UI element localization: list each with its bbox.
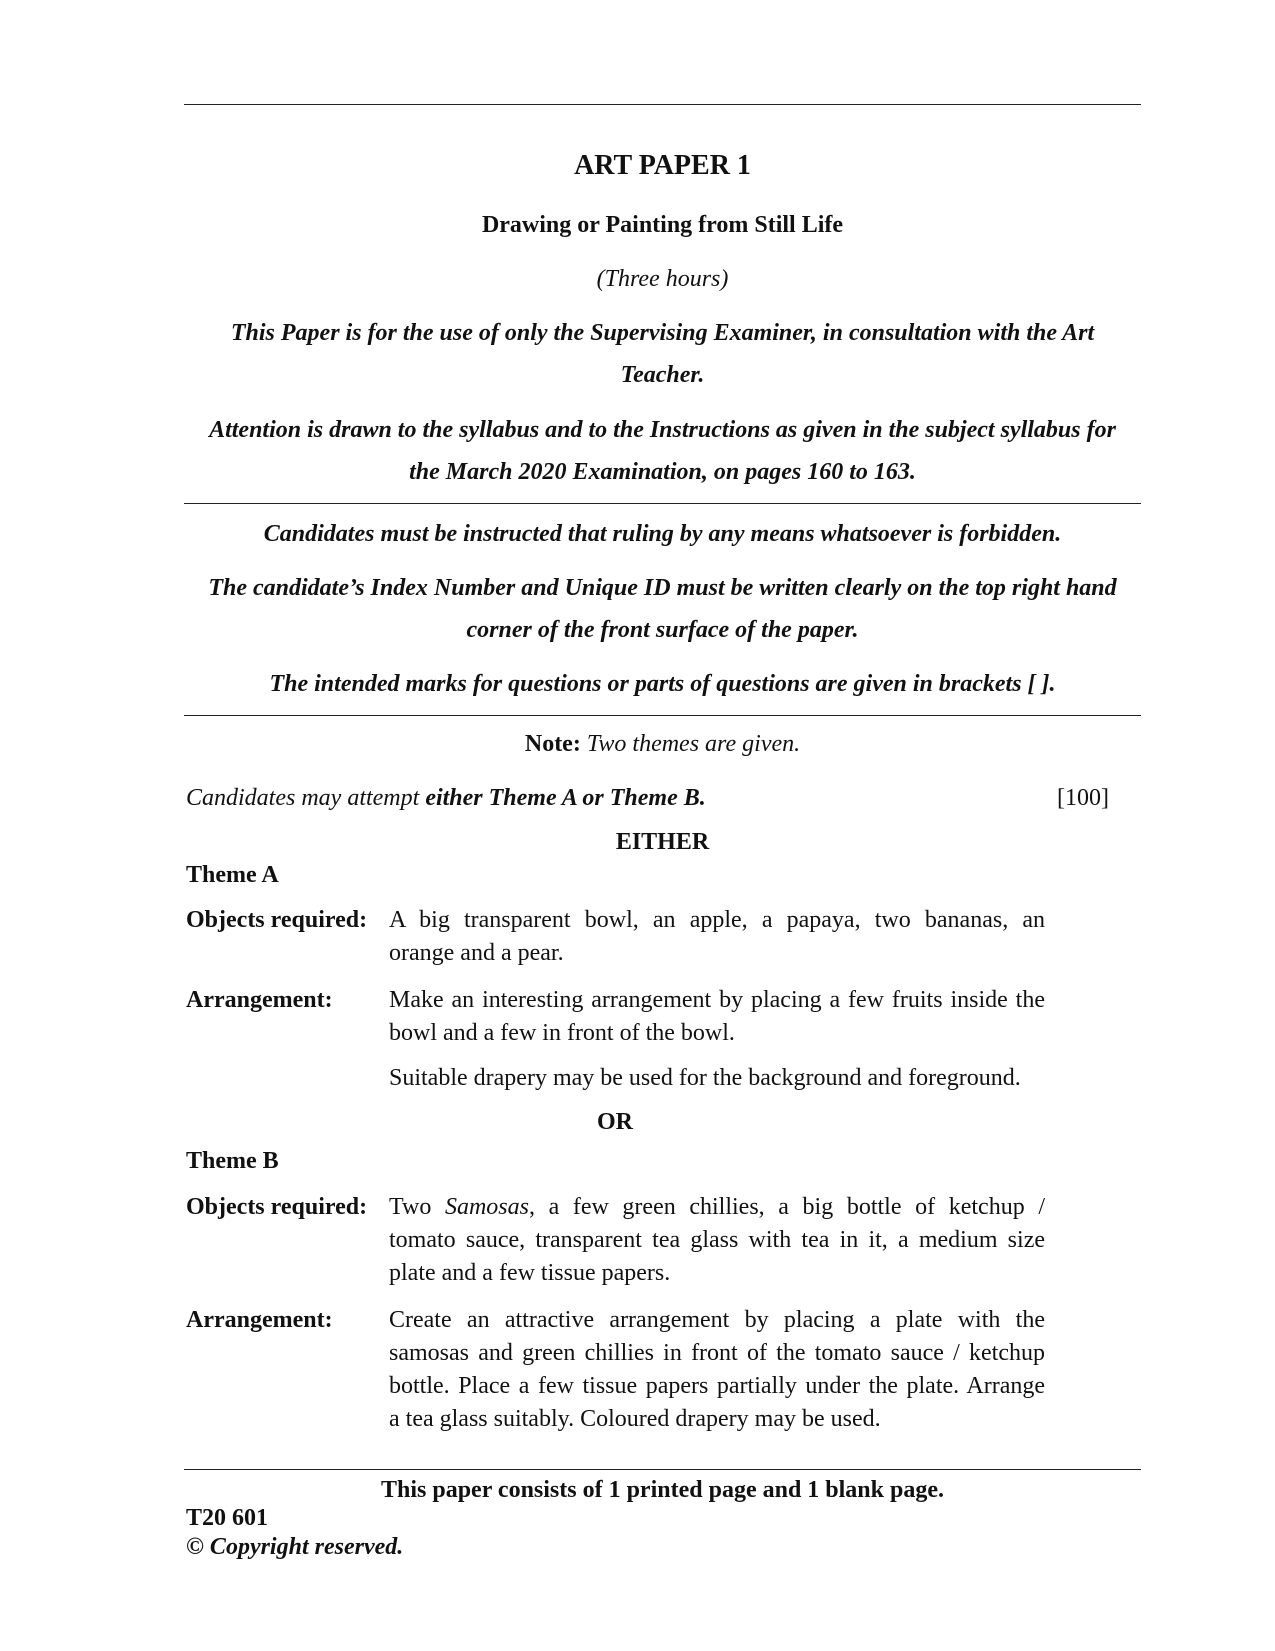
section-rule-2	[184, 715, 1141, 716]
note-text: Two themes are given.	[580, 731, 801, 757]
paper-subtitle: Drawing or Painting from Still Life	[481, 212, 844, 238]
examiner-instruction-line1: This Paper is for the use of only the Supervising Examiner, in consultation with the Art	[230, 320, 1095, 346]
paper-duration: (Three hours)	[596, 266, 729, 292]
theme-b-objects-line3: plate and a few tissue papers.	[389, 1260, 671, 1286]
theme-b-objects-rest: , a few green chillies, a big bottle of ketchup /	[528, 1194, 1045, 1220]
theme-b-arrangement-label: Arrangement:	[186, 1307, 333, 1333]
paper-title: ART PAPER 1	[574, 150, 751, 181]
theme-a-drapery: Suitable drapery may be used for the background and foreground.	[389, 1065, 1021, 1091]
theme-a-arrangement-line2: bowl and a few in front of the bowl.	[389, 1020, 735, 1046]
page-count-note: This paper consists of 1 printed page and 1 blank page.	[380, 1477, 944, 1503]
theme-b-arrangement-line4: a tea glass suitably. Coloured drapery may be used.	[389, 1406, 881, 1432]
either-label: EITHER	[615, 829, 710, 855]
theme-b-objects-label: Objects required:	[186, 1194, 368, 1220]
paper-code: T20 601	[186, 1505, 269, 1531]
theme-a-heading: Theme A	[186, 862, 279, 888]
theme-a-objects-line2: orange and a pear.	[389, 940, 564, 966]
theme-a-objects-label: Objects required:	[186, 907, 368, 933]
theme-b-heading: Theme B	[186, 1148, 279, 1174]
theme-a-arrangement-line1: Make an interesting arrangement by placing a few fruits inside the	[389, 987, 1045, 1013]
index-number-rule-line1: The candidate’s Index Number and Unique ID must be written clearly on the top right hand	[208, 575, 1117, 601]
note-label: Note:	[524, 731, 581, 757]
total-marks: [100]	[1057, 785, 1109, 811]
examiner-instruction-line2: Teacher.	[620, 362, 705, 388]
syllabus-instruction-line1: Attention is drawn to the syllabus and to the Instructions as given in the subject syllabus for	[209, 417, 1116, 443]
section-rule-1	[184, 503, 1141, 504]
theme-b-arrangement-line2: samosas and green chillies in front of the tomato sauce / ketchup	[389, 1340, 1045, 1366]
marks-rule: The intended marks for questions or parts of questions are given in brackets [ ].	[269, 671, 1056, 697]
theme-b-samosas: Samosas	[444, 1194, 529, 1220]
theme-b-objects-two: Two	[389, 1194, 445, 1220]
copyright-notice: © Copyright reserved.	[186, 1534, 404, 1560]
theme-b-arrangement-line3: bottle. Place a few tissue papers partially under the plate. Arrange	[389, 1373, 1045, 1399]
theme-b-objects-line1	[389, 1192, 1045, 1223]
attempt-end: .	[699, 785, 706, 811]
theme-a-objects-line1: A big transparent bowl, an apple, a papaya, two bananas, an	[389, 907, 1045, 933]
footer-rule	[184, 1469, 1141, 1470]
theme-b-arrangement-line1: Create an attractive arrangement by placing a plate with the	[389, 1307, 1045, 1333]
ruling-forbidden-rule: Candidates must be instructed that ruling by any means whatsoever is forbidden.	[263, 521, 1062, 547]
theme-b-objects-line2: tomato sauce, transparent tea glass with tea in it, a medium size	[389, 1227, 1045, 1253]
index-number-rule-line2: corner of the front surface of the paper.	[466, 617, 859, 643]
attempt-bold: either Theme A or Theme B	[425, 785, 700, 811]
attempt-instruction	[186, 783, 706, 814]
top-rule	[184, 104, 1141, 105]
theme-a-arrangement-label: Arrangement:	[186, 987, 333, 1013]
attempt-prefix: Candidates may attempt	[186, 785, 426, 811]
or-label: OR	[597, 1109, 633, 1135]
note-line	[184, 729, 1141, 760]
syllabus-instruction-line2: the March 2020 Examination, on pages 160 to 163.	[409, 459, 916, 485]
